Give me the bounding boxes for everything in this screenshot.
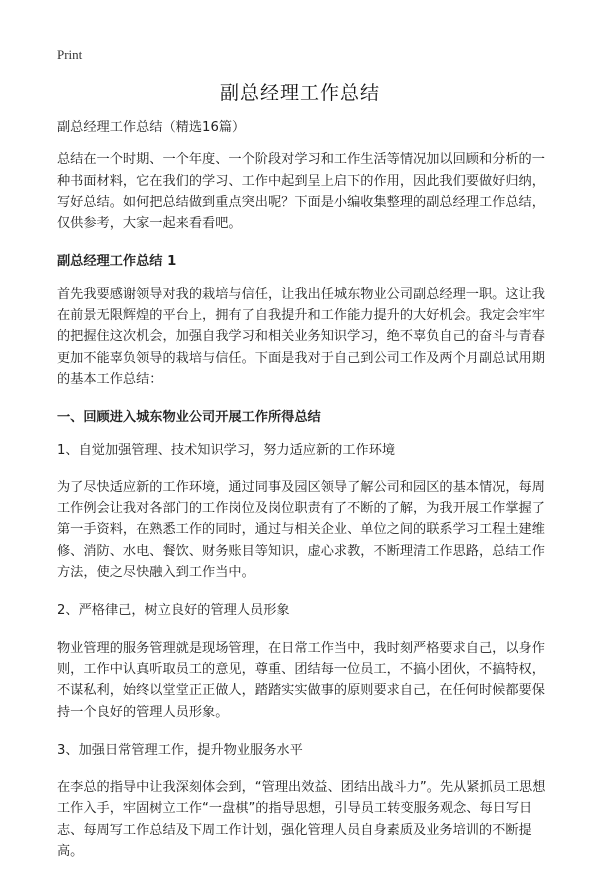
part-heading: 一、回顾进入城东物业公司开展工作所得总结 [57,410,321,426]
page-title: 副总经理工作总结 [219,82,380,104]
print-link[interactable]: Print [57,47,83,62]
document-subtitle: 副总经理工作总结（精选16篇） [57,120,246,135]
section-heading: 副总经理工作总结 1 [57,254,177,270]
item-paragraph: 在李总的指导中让我深刻体会到，“管理出效益、团结出战斗力”。先从紧抓员工思想工作入手，牢固树立工作“一盘棋”的指导思想，引导员工转变服务观念、每日写日志、每周写工作总结及下周工作计划，强化管理人员自身素质及业务培训的不断提高。 [57,780,546,860]
item-title: 2、严格律己，树立良好的管理人员形象 [57,603,290,619]
section-paragraph: 首先我要感谢领导对我的栽培与信任，让我出任城东物业公司副总经理一职。这让我在前景无限辉煌的平台上，拥有了自我提升和工作能力提升的大好机会。我定会牢牢的把握住这次机会，加强自我学习和相关业务知识学习，绝不辜负自己的奋斗与青春更加不能辜负领导的栽培与信任。下面是我对于自己到公司工作及两个月副总试用期的基本工作总结： [57,286,545,387]
item-paragraph: 为了尽快适应新的工作环境，通过同事及园区领导了解公司和园区的基本情况，每周工作例会让我对各部门的工作岗位及岗位职责有了不断的了解，为我开展工作掌握了第一手资料，在熟悉工作的同时，通过与相关企业、单位之间的联系学习工程土建维修、消防、水电、餐饮、财务账目等知识，虚心求教，不断理清工作思路，总结工作方法，使之尽快融入到工作当中。 [57,479,545,581]
item-paragraph: 物业管理的服务管理就是现场管理，在日常工作当中，我时刻严格要求自己，以身作则，工作中认真听取员工的意见，尊重、团结每一位员工，不搞小团伙，不搞特权，不谋私利，始终以堂堂正正做人，踏踏实实做事的原则要求自己，在任何时候都要保持一个良好的管理人员形象。 [57,640,545,720]
document-body [57,117,547,879]
item-title: 3、加强日常管理工作，提升物业服务水平 [57,742,303,758]
item-title: 1、自觉加强管理、技术知识学习，努力适应新的工作环境 [57,442,396,458]
intro-paragraph: 总结在一个时期、一个年度、一个阶段对学习和工作生活等情况加以回顾和分析的一种书面材料，它在我们的学习、工作中起到呈上启下的作用，因此我们要做好归纳，写好总结。如何把总结做到重点突出呢？下面是小编收集整理的副总经理工作总结，仅供参考，大家一起来看看吧。 [57,152,545,232]
